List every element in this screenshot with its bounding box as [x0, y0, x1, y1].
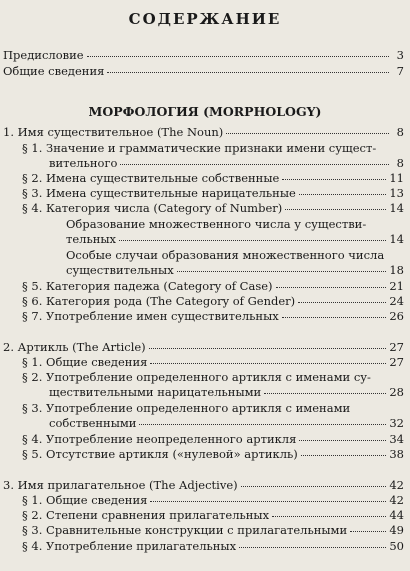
toc-page-number: 13: [389, 186, 404, 200]
toc-entry-label: § 3. Имена существительные нарицательные: [22, 186, 296, 200]
toc-chapter-adjective[interactable]: [3, 478, 404, 492]
toc-entry-label: тельных: [66, 232, 117, 246]
toc-entry-noun-5[interactable]: [22, 279, 404, 293]
toc-page-number: 44: [389, 508, 404, 522]
toc-page-number: 8: [396, 125, 404, 139]
toc-entry-adjective-1[interactable]: [22, 493, 404, 507]
toc-entry-noun-4a[interactable]: [66, 217, 404, 231]
toc-entry-label: Особые случаи образования множественного числа: [66, 248, 385, 262]
toc-entry-article-1[interactable]: [22, 355, 404, 369]
toc-entry-noun-3[interactable]: [22, 186, 404, 200]
toc-entry-article-4[interactable]: [22, 432, 404, 446]
toc-entry-article-3[interactable]: [22, 401, 404, 415]
toc-page-number: 8: [396, 156, 404, 170]
toc-entry-adjective-2[interactable]: [22, 508, 404, 522]
toc-page-number: 14: [389, 232, 404, 246]
toc-page-number: 28: [389, 385, 404, 399]
toc-entry-label: § 1. Общие сведения: [22, 355, 148, 369]
toc-entry-article-2-cont[interactable]: [49, 385, 404, 399]
toc-entry-label: § 3. Сравнительные конструкции с прилагательными: [22, 523, 348, 537]
toc-entry-article-2[interactable]: [22, 370, 404, 384]
toc-entry-label: 3. Имя прилагательное (The Adjective): [3, 478, 238, 492]
toc-page-number: 42: [389, 478, 404, 492]
toc-entry-label: Образование множественного числа у существи-: [66, 217, 367, 231]
toc-page-number: 34: [389, 432, 404, 446]
toc-entry-label: вительного: [49, 156, 118, 170]
toc-page-number: 7: [396, 64, 404, 78]
toc-page-number: 42: [389, 493, 404, 507]
toc-entry-noun-1[interactable]: [22, 141, 404, 155]
toc-entry-label: 2. Артикль (The Article): [3, 340, 146, 354]
toc-page-number: 11: [389, 171, 404, 185]
toc-entry-label: § 4. Употребление прилагательных: [22, 539, 237, 553]
toc-entry-label: § 3. Употребление определенного артикля с именами: [22, 401, 351, 415]
toc-entry-adjective-4[interactable]: [22, 539, 404, 553]
toc-entry-noun-2[interactable]: [22, 171, 404, 185]
toc-entry-article-3-cont[interactable]: [49, 416, 404, 430]
toc-entry-label: § 5. Отсутствие артикля («нулевой» артикль): [22, 447, 298, 461]
toc-entry-label: Предисловие: [3, 48, 84, 62]
toc-entry-noun-6[interactable]: [22, 294, 404, 308]
page-title: СОДЕРЖАНИЕ: [128, 10, 282, 28]
toc-page-number: 18: [389, 263, 404, 277]
toc-entry-adjective-3[interactable]: [22, 523, 404, 537]
toc-entry-label: § 6. Категория рода (The Category of Gender): [22, 294, 296, 308]
toc-entry-general[interactable]: [3, 64, 404, 78]
toc-entry-noun-4[interactable]: [22, 201, 404, 215]
toc-entry-label: существительных: [66, 263, 174, 277]
toc-entry-label: § 2. Употребление определенного артикля с именами су-: [22, 370, 371, 384]
toc-page-number: 27: [389, 355, 404, 369]
toc-entry-article-5[interactable]: [22, 447, 404, 461]
toc-entry-label: § 1. Значение и грамматические признаки имени сущест-: [22, 141, 377, 155]
toc-chapter-noun[interactable]: [3, 125, 404, 139]
toc-chapter-article[interactable]: [3, 340, 404, 354]
toc-page-number: 14: [389, 201, 404, 215]
toc-entry-label: Общие сведения: [3, 64, 105, 78]
toc-entry-label: § 2. Имена существительные собственные: [22, 171, 280, 185]
toc-entry-label: § 4. Категория числа (Category of Number): [22, 201, 283, 215]
toc-page-number: 26: [389, 309, 404, 323]
toc-entry-label: § 2. Степени сравнения прилагательных: [22, 508, 270, 522]
toc-page-number: 38: [389, 447, 404, 461]
toc-entry-label: 1. Имя существительное (The Noun): [3, 125, 224, 139]
section-heading: МОРФОЛОГИЯ (MORPHOLOGY): [88, 104, 322, 119]
toc-page-number: 21: [389, 279, 404, 293]
toc-page-number: 24: [389, 294, 404, 308]
toc-entry-noun-4b[interactable]: [66, 248, 404, 262]
toc-entry-label: собственными: [49, 416, 137, 430]
toc-page-number: 27: [389, 340, 404, 354]
toc-entry-label: § 4. Употребление неопределенного артикля: [22, 432, 297, 446]
toc-entry-label: ществительными нарицательными: [49, 385, 262, 399]
toc-entry-preface[interactable]: [3, 48, 404, 62]
toc-page-number: 50: [389, 539, 404, 553]
toc-page-number: 32: [389, 416, 404, 430]
toc-entry-label: § 1. Общие сведения: [22, 493, 148, 507]
toc-entry-noun-1-cont[interactable]: [49, 156, 404, 170]
toc-entry-label: § 5. Категория падежа (Category of Case): [22, 279, 273, 293]
toc-entry-label: § 7. Употребление имен существительных: [22, 309, 279, 323]
toc-page-number: 49: [389, 523, 404, 537]
toc-entry-noun-4b-cont[interactable]: [66, 263, 404, 277]
toc-entry-noun-7[interactable]: [22, 309, 404, 323]
toc-entry-noun-4a-cont[interactable]: [66, 232, 404, 246]
toc-page-number: 3: [396, 48, 404, 62]
